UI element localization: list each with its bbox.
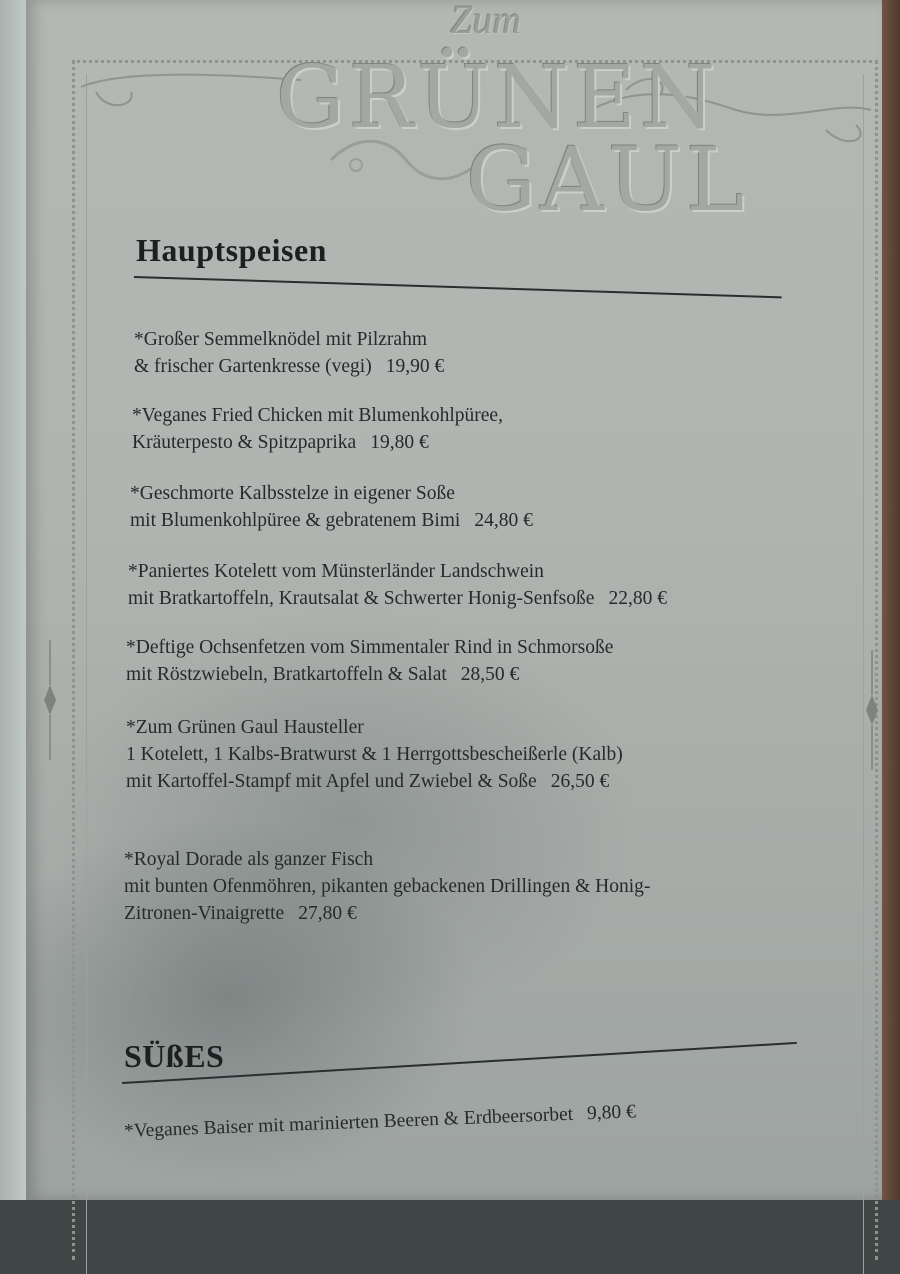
menu-item-price: 28,50 € <box>460 664 520 685</box>
menu-item-line: mit bunten Ofenmöhren, pikanten gebackenen Drillingen & Honig- <box>124 876 651 897</box>
menu-item-line: *Großer Semmelknödel mit Pilzrahm <box>134 329 427 350</box>
menu-item-line: mit Bratkartoffeln, Krautsalat & Schwerter Honig-Senfsoße <box>128 588 595 609</box>
menu-item <box>124 846 650 927</box>
menu-item-line: Kräuterpesto & Spitzpaprika <box>132 432 357 453</box>
menu-item-price: 26,50 € <box>550 771 610 792</box>
menu-item-line: 1 Kotelett, 1 Kalbs-Bratwurst & 1 Herrgottsbescheißerle (Kalb) <box>126 744 623 765</box>
menu-item-line: *Paniertes Kotelett vom Münsterländer Landschwein <box>128 561 544 582</box>
menu-item <box>134 326 444 380</box>
menu-item-line: *Deftige Ochsenfetzen vom Simmentaler Rind in Schmorsoße <box>126 637 614 658</box>
menu-item-price: 27,80 € <box>298 903 357 924</box>
menu-item-line: mit Blumenkohlpüree & gebratenem Bimi <box>130 510 461 531</box>
menu-item-price: 22,80 € <box>608 588 667 609</box>
menu-item-price: 9,80 € <box>586 1101 637 1125</box>
menu-item <box>132 402 503 456</box>
section-title-main: Hauptspeisen <box>136 232 327 268</box>
menu-item-price: 19,80 € <box>370 432 429 453</box>
menu-item-line: Zitronen-Vinaigrette <box>124 903 285 924</box>
menu-item-line: *Veganes Baiser mit marinierten Beeren & Erdbeersorbet <box>123 1103 574 1142</box>
menu-item-line: *Veganes Fried Chicken mit Blumenkohlpüree, <box>132 405 503 426</box>
logo-zum: Zum <box>450 0 522 42</box>
menu-item-line: mit Röstzwiebeln, Bratkartoffeln & Salat <box>126 664 447 685</box>
menu-item-price: 19,90 € <box>385 356 445 377</box>
menu-item-price: 24,80 € <box>474 510 533 531</box>
logo-gaul: GAUL <box>466 128 749 231</box>
left-flourish-ornament <box>76 62 306 132</box>
menu-item <box>126 714 623 795</box>
menu-page <box>26 0 882 1200</box>
menu-item-line: & frischer Gartenkresse (vegi) <box>134 356 372 377</box>
menu-item <box>126 634 613 688</box>
right-diamond-ornament <box>862 650 882 770</box>
menu-item <box>128 558 667 612</box>
left-diamond-ornament <box>40 640 60 760</box>
menu-item-line: mit Kartoffel-Stampf mit Apfel und Zwiebel & Soße <box>126 771 537 792</box>
section-title-dessert: SÜßES <box>124 1038 225 1074</box>
menu-item-line: *Zum Grünen Gaul Hausteller <box>126 717 364 738</box>
menu-item-line: *Geschmorte Kalbsstelze in eigener Soße <box>130 483 455 504</box>
restaurant-logo <box>276 0 749 231</box>
menu-item-line: *Royal Dorade als ganzer Fisch <box>124 849 374 870</box>
logo-gruenen: GRÜNEN <box>276 48 720 148</box>
menu-item <box>130 480 533 534</box>
